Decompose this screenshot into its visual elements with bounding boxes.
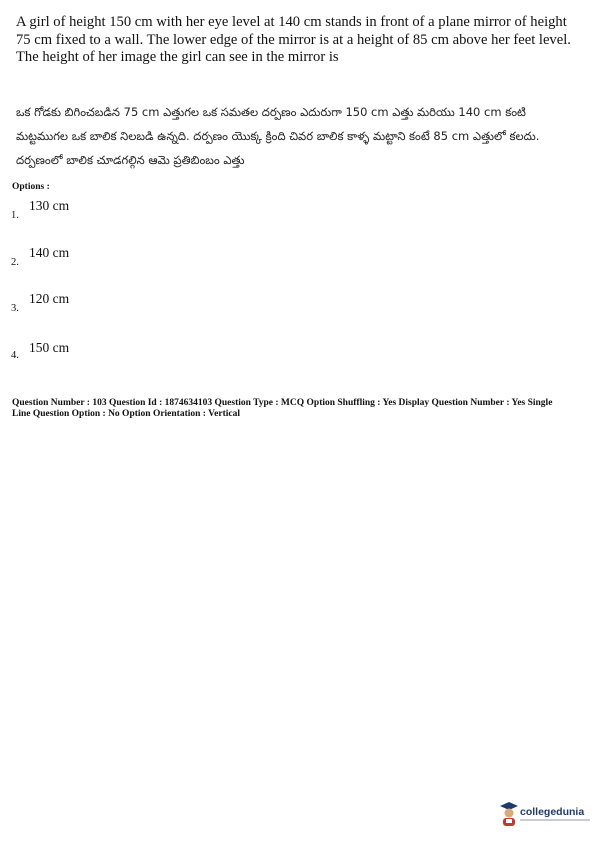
brand-tagline-bar <box>520 819 590 821</box>
option-number: 4. <box>11 350 19 361</box>
student-mascot-icon <box>498 800 520 828</box>
options-heading: Options : <box>12 182 50 192</box>
option-number: 1. <box>11 210 19 221</box>
brand-name: collegedunia <box>520 806 585 818</box>
option-text: 150 cm <box>29 340 70 355</box>
option-number: 2. <box>11 257 19 268</box>
option-text: 120 cm <box>29 291 70 306</box>
option-3[interactable] <box>0 291 300 321</box>
question-text-english: A girl of height 150 cm with her eye level at 140 cm stands in front of a plane mirror of height 75 cm fixed to a wall. The lower edge of the mirror is at a height of 85 cm above her feet level. The height of her image the girl can see in the mirror is <box>16 14 571 65</box>
option-text: 140 cm <box>29 245 70 260</box>
option-1[interactable] <box>0 198 300 228</box>
question-metadata: Question Number : 103 Question Id : 1874634103 Question Type : MCQ Option Shuffling : Yes Display Question Number : Yes Single Line Question Option : No Option Orientation : Vertical <box>12 398 553 419</box>
brand-footer <box>498 800 593 830</box>
option-2[interactable] <box>0 245 300 275</box>
option-number: 3. <box>11 303 19 314</box>
option-text: 130 cm <box>29 198 70 213</box>
question-text-telugu: ఒక గోడకు బిగించబడిన 75 cm ఎత్తుగల ఒక సమతల దర్పణం ఎదురుగా 150 cm ఎత్తు మరియు 140 cm కంటి మట్టముగల ఒక బాలిక నిలబడి ఉన్నది. దర్పణం యొక్క క్రింది చివర బాలిక కాళ్ళ మట్టాని కంటే 85 cm ఎత్తులో కలదు. దర్పణంలో బాలిక చూడగల్గిన ఆమె ప్రతిబింబం ఎత్తు <box>16 105 540 167</box>
option-4[interactable] <box>0 340 300 370</box>
